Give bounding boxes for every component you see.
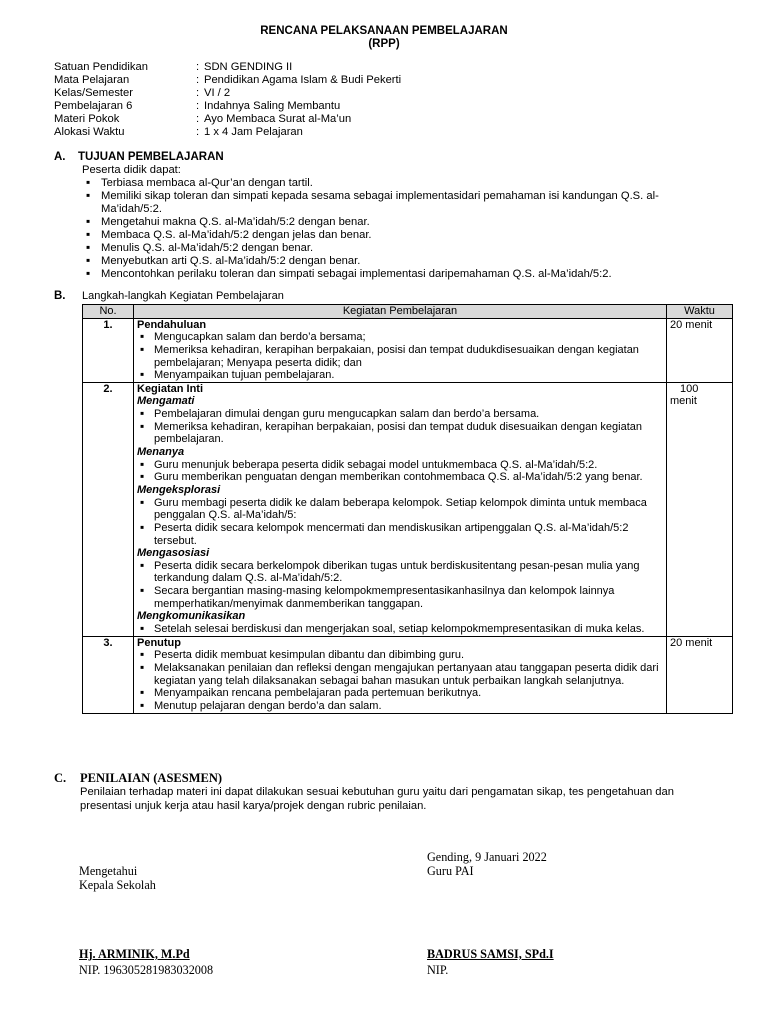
section-a-heading <box>54 151 224 164</box>
identity-colon: : <box>196 126 200 138</box>
time-cell: 20 menit <box>667 318 733 382</box>
identity-label: Alokasi Waktu <box>54 126 125 138</box>
identity-colon: : <box>196 100 200 112</box>
activity-cell <box>134 636 667 713</box>
row-number: 2. <box>83 382 134 636</box>
teacher-nip: NIP. <box>427 963 449 977</box>
list-item: ▪ Memiliki sikap toleran dan simpati kepada sesama sebagai implementasidari pemahaman isi kandungan Q.S. al-Ma’idah/5:2. <box>86 190 716 216</box>
section-title: Langkah-langkah Kegiatan Pembelajaran <box>82 290 284 302</box>
list-item: ▪ Guru membagi peserta didik ke dalam beberapa kelompok. Setiap kelompok diminta untuk membaca penggalan Q.S. al-Ma’idah/5: <box>137 497 663 522</box>
list-item: ▪ Peserta didik secara berkelompok diberikan tugas untuk berdiskusitentang pesan-pesan mulia yang terkandung dalam Q.S. al-Ma’idah/5:2. <box>137 560 663 585</box>
subphase-title: Mengeksplorasi <box>137 483 221 496</box>
identity-value: VI / 2 <box>204 87 231 99</box>
document-subtitle: (RPP) <box>368 38 400 50</box>
identity-value: 1 x 4 Jam Pelajaran <box>204 126 303 138</box>
place-date: Gending, 9 Januari 2022 <box>427 850 547 864</box>
list-item: ▪ Menyampaikan tujuan pembelajaran. <box>137 369 663 382</box>
identity-colon: : <box>196 61 200 73</box>
identity-value: Pendidikan Agama Islam & Budi Pekerti <box>204 74 402 86</box>
list-item: ▪ Menyampaikan rencana pembelajaran pada pertemuan berikutnya. <box>137 687 663 700</box>
section-title: TUJUAN PEMBELAJARAN <box>78 151 224 163</box>
section-letter: A. <box>54 151 66 163</box>
assessment-paragraph: Penilaian terhadap materi ini dapat dilakukan sesuai kebutuhan guru yaitu dari pengamatan sikap, tes pengetahuan dan presentasi unjuk kerja atau hasil karya/projek dengan rubric penilaian. <box>80 786 674 812</box>
time-cell <box>667 382 733 636</box>
phase-title: Pendahuluan <box>137 318 207 331</box>
list-item: ▪ Memeriksa kehadiran, kerapihan berpakaian, posisi dan tempat duduk disesuaikan dengan kegiatan pembelajaran. <box>137 421 663 446</box>
subphase-title: Mengasosiasi <box>137 547 210 560</box>
principal-name: Hj. ARMINIK, M.Pd <box>79 947 190 961</box>
activity-list <box>137 459 663 484</box>
identity-label: Materi Pokok <box>54 113 120 125</box>
list-item: ▪ Peserta didik membuat kesimpulan dibantu dan dibimbing guru. <box>137 649 663 662</box>
activities-table <box>82 304 733 714</box>
column-header: No. <box>83 305 134 319</box>
identity-value: SDN GENDING II <box>204 61 293 73</box>
identity-label: Pembelajaran 6 <box>54 100 133 112</box>
list-item: ▪ Secara bergantian masing-masing kelompokmempresentasikanhasilnya dan kelompok lainnya memperhatikan/menyimak danmemberikan tanggapan. <box>137 585 663 610</box>
principal-role: Kepala Sekolah <box>79 878 156 892</box>
list-item: ▪ Mencontohkan perilaku toleran dan simpati sebagai implementasi daripemahaman Q.S. al-Ma’idah/5:2. <box>86 268 716 281</box>
table-row <box>83 382 733 636</box>
list-item: ▪ Membaca Q.S. al-Ma’idah/5:2 dengan jelas dan benar. <box>86 229 716 242</box>
list-item: ▪ Menyebutkan arti Q.S. al-Ma’idah/5:2 dengan benar. <box>86 255 716 268</box>
activity-list <box>137 623 663 636</box>
column-header: Kegiatan Pembelajaran <box>134 305 667 319</box>
subphase-title: Menanya <box>137 446 185 459</box>
subphase-title: Mengkomunikasikan <box>137 610 246 623</box>
phase-title: Kegiatan Inti <box>137 382 204 395</box>
table-header-row <box>83 305 733 319</box>
list-item: ▪ Mengetahui makna Q.S. al-Ma’idah/5:2 dengan benar. <box>86 216 716 229</box>
identity-colon: : <box>196 87 200 99</box>
list-item: ▪ Melaksanakan penilaian dan refleksi dengan mengajukan pertanyaan atau tanggapan peserta didik dari kegiatan yang telah dilaksanakan sebagai bahan masukan untuk perbaikan langkah selanjutnya. <box>137 662 663 687</box>
table-row <box>83 636 733 713</box>
activity-cell <box>134 318 667 382</box>
activity-list <box>137 497 663 548</box>
identity-value: Indahnya Saling Membantu <box>204 100 341 112</box>
identity-label: Satuan Pendidikan <box>54 61 148 73</box>
section-c-heading <box>54 771 222 786</box>
section-a-intro: Peserta didik dapat: <box>82 164 181 176</box>
time-value: 100 <box>680 382 699 395</box>
row-number: 3. <box>83 636 134 713</box>
phase-title: Penutup <box>137 636 181 649</box>
acknowledgement-label: Mengetahui <box>79 864 138 878</box>
section-b-heading <box>54 290 284 303</box>
list-item: ▪ Pembelajaran dimulai dengan guru mengucapkan salam dan berdo’a bersama. <box>137 408 663 421</box>
subphase-title: Mengamati <box>137 395 195 408</box>
column-header: Waktu <box>667 305 733 319</box>
objective-list <box>86 177 716 281</box>
document-title: RENCANA PELAKSANAAN PEMBELAJARAN <box>260 25 508 37</box>
activity-cell <box>134 382 667 636</box>
list-item: ▪ Menutup pelajaran dengan berdo’a dan salam. <box>137 700 663 713</box>
list-item: ▪ Memeriksa kehadiran, kerapihan berpakaian, posisi dan tempat dudukdisesuaikan dengan kegiatan pembelajaran; Menyapa peserta didik; dan <box>137 344 663 369</box>
time-cell: 20 menit <box>667 636 733 713</box>
list-item: ▪ Mengucapkan salam dan berdo’a bersama; <box>137 331 663 344</box>
activity-list <box>137 560 663 611</box>
section-letter: B. <box>54 290 66 302</box>
row-number: 1. <box>83 318 134 382</box>
principal-nip: NIP. 196305281983032008 <box>79 963 214 977</box>
section-letter: C. <box>54 771 67 785</box>
list-item: ▪ Menulis Q.S. al-Ma’idah/5:2 dengan benar. <box>86 242 716 255</box>
time-unit: menit <box>670 395 697 408</box>
teacher-name: BADRUS SAMSI, SPd.I <box>427 947 554 961</box>
list-item: ▪ Guru memberikan penguatan dengan memberikan contohmembaca Q.S. al-Ma’idah/5:2 yang benar. <box>137 471 663 484</box>
list-item: ▪ Setelah selesai berdiskusi dan mengerjakan soal, setiap kelompokmempresentasikan di muka kelas. <box>137 623 663 636</box>
list-item: ▪ Terbiasa membaca al-Qur’an dengan tartil. <box>86 177 716 190</box>
signer-role: Guru PAI <box>427 864 474 878</box>
activity-list <box>137 408 663 446</box>
identity-colon: : <box>196 74 200 86</box>
section-title: PENILAIAN (ASESMEN) <box>80 771 223 785</box>
activity-list <box>137 331 663 382</box>
identity-label: Kelas/Semester <box>54 87 133 99</box>
identity-label: Mata Pelajaran <box>54 74 130 86</box>
identity-colon: : <box>196 113 200 125</box>
list-item: ▪ Peserta didik secara kelompok mencermati dan mendiskusikan artipenggalan Q.S. al-Ma’idah/5:2 tersebut. <box>137 522 663 547</box>
identity-value: Ayo Membaca Surat al-Ma’un <box>204 113 352 125</box>
table-row <box>83 318 733 382</box>
list-item: ▪ Guru menunjuk beberapa peserta didik sebagai model untukmembaca Q.S. al-Ma’idah/5:2. <box>137 459 663 472</box>
activity-list <box>137 649 663 712</box>
